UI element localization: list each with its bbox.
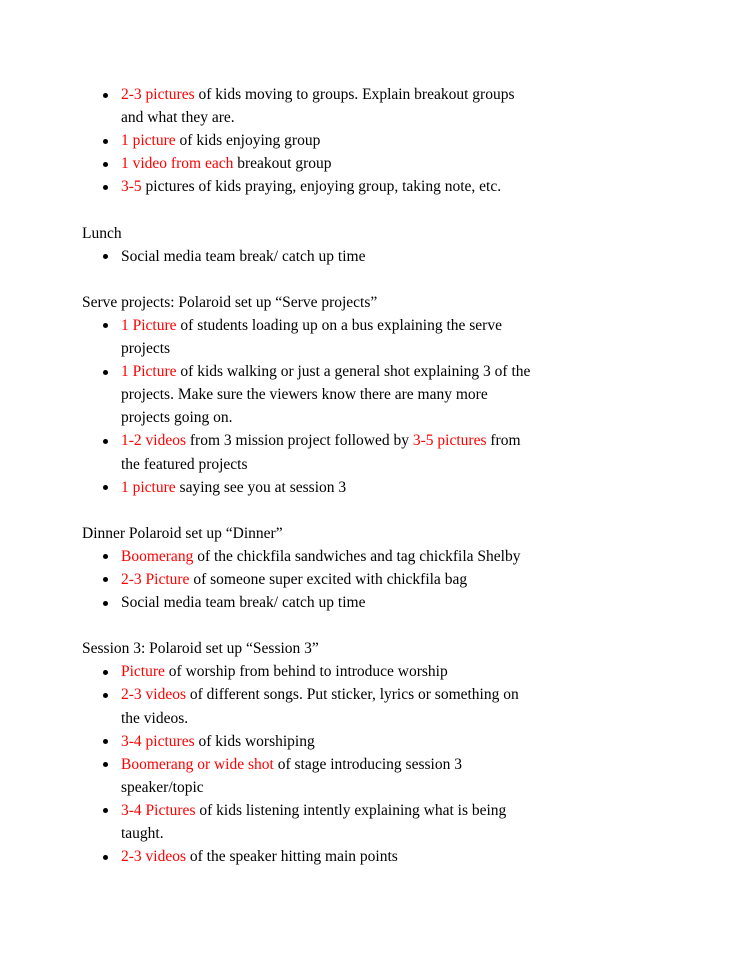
text-run-red: 3-5 xyxy=(121,178,142,196)
text-run-red: 2-3 videos xyxy=(121,848,187,866)
list-item-continuation xyxy=(82,383,672,406)
bullet-icon xyxy=(103,139,108,144)
text-run: of stage introducing session 3 xyxy=(273,755,462,773)
section-heading: Lunch xyxy=(82,224,122,242)
bullet-icon xyxy=(103,762,108,767)
text-run-red: Picture xyxy=(121,663,165,681)
list-item xyxy=(82,799,672,822)
bullet-icon xyxy=(103,439,108,444)
list-item-continuation xyxy=(82,406,672,429)
list-item xyxy=(82,129,672,152)
text-run: projects. Make sure the viewers know there are many more xyxy=(121,386,488,404)
list-item xyxy=(82,730,672,753)
bullet-icon xyxy=(103,162,108,167)
text-run-red: 1 video from each xyxy=(121,155,234,173)
bullet-icon xyxy=(103,554,108,559)
list-item xyxy=(82,753,672,776)
bullet-icon xyxy=(103,693,108,698)
section-heading: Dinner Polaroid set up “Dinner” xyxy=(82,524,283,542)
bullet-icon xyxy=(103,485,108,490)
list-item xyxy=(82,683,672,706)
bullet-icon xyxy=(103,577,108,582)
text-run-red: 1 Picture xyxy=(121,316,177,334)
list-item xyxy=(82,245,672,268)
text-run-red: 1 picture xyxy=(121,132,176,150)
bullet-icon xyxy=(103,323,108,328)
bullet-icon xyxy=(103,185,108,190)
bullet-icon xyxy=(103,254,108,259)
list-item xyxy=(82,568,672,591)
text-run: from xyxy=(486,432,521,450)
text-run-red: 3-5 pictures xyxy=(412,432,487,450)
text-run: taught. xyxy=(121,825,164,842)
list-item xyxy=(82,476,672,499)
text-run: of someone super excited with chickfila bag xyxy=(189,570,468,588)
text-run-red: 1 Picture xyxy=(121,363,177,381)
list-item xyxy=(82,591,672,614)
text-run: of students loading up on a bus explaining the serve xyxy=(176,316,502,334)
list-item-continuation xyxy=(82,822,672,845)
text-run: saying see you at session 3 xyxy=(175,478,347,496)
list-item-continuation xyxy=(82,337,672,360)
text-run: of different songs. Put sticker, lyrics or something on xyxy=(186,686,519,704)
text-run: Social media team break/ catch up time xyxy=(121,247,366,265)
text-run-red: 1-2 videos xyxy=(121,432,187,450)
list-item-continuation xyxy=(82,776,672,799)
text-run-red: 2-3 pictures xyxy=(121,86,195,103)
list-item xyxy=(82,152,672,175)
text-run: of the speaker hitting main points xyxy=(186,848,398,866)
bullet-icon xyxy=(103,370,108,375)
text-run: of kids worshiping xyxy=(194,732,315,750)
list-item xyxy=(82,660,672,683)
blank-line xyxy=(82,614,672,637)
text-run: breakout group xyxy=(233,155,332,173)
text-run: of kids walking or just a general shot explaining 3 of the xyxy=(176,363,531,381)
text-run: projects xyxy=(121,340,171,358)
text-run-red: Boomerang xyxy=(121,547,194,565)
blank-line xyxy=(82,499,672,522)
blank-line xyxy=(82,268,672,291)
section-heading: Session 3: Polaroid set up “Session 3” xyxy=(82,640,319,658)
text-run: of kids moving to groups. Explain breakout groups xyxy=(194,86,515,103)
text-run: and what they are. xyxy=(121,109,235,127)
bullet-icon xyxy=(103,739,108,744)
text-run: of worship from behind to introduce worship xyxy=(164,663,448,681)
bullet-icon xyxy=(103,601,108,606)
list-item xyxy=(82,545,672,568)
list-item xyxy=(82,175,672,198)
list-item xyxy=(82,83,672,106)
list-item xyxy=(82,845,672,868)
text-run: from 3 mission project followed by xyxy=(186,432,413,450)
list-item xyxy=(82,429,672,452)
text-run: the featured projects xyxy=(121,455,248,473)
list-item xyxy=(82,360,672,383)
text-run-red: 3-4 Pictures xyxy=(121,801,196,819)
bullet-icon xyxy=(103,93,108,98)
list-item xyxy=(82,314,672,337)
text-run: pictures of kids praying, enjoying group, taking note, etc. xyxy=(141,178,502,196)
bullet-icon xyxy=(103,808,108,813)
text-run-red: 3-4 pictures xyxy=(121,732,195,750)
list-item-continuation xyxy=(82,707,672,730)
document-content xyxy=(82,83,672,868)
text-run: of the chickfila sandwiches and tag chickfila Shelby xyxy=(193,547,521,565)
text-run-red: Boomerang or wide shot xyxy=(121,755,274,773)
blank-line xyxy=(82,198,672,221)
text-run: projects going on. xyxy=(121,409,233,427)
text-run-red: 2-3 Picture xyxy=(121,570,190,588)
text-run: speaker/topic xyxy=(121,778,204,796)
list-item-continuation xyxy=(82,453,672,476)
text-run: of kids listening intently explaining what is being xyxy=(195,801,507,819)
bullet-icon xyxy=(103,670,108,675)
bullet-icon xyxy=(103,855,108,860)
text-run-red: 1 picture xyxy=(121,478,176,496)
text-run-red: 2-3 videos xyxy=(121,686,187,704)
text-run: the videos. xyxy=(121,709,189,727)
text-run: of kids enjoying group xyxy=(175,132,321,150)
text-run: Social media team break/ catch up time xyxy=(121,594,366,612)
list-item-continuation xyxy=(82,106,672,129)
section-heading: Serve projects: Polaroid set up “Serve projects” xyxy=(82,293,378,311)
